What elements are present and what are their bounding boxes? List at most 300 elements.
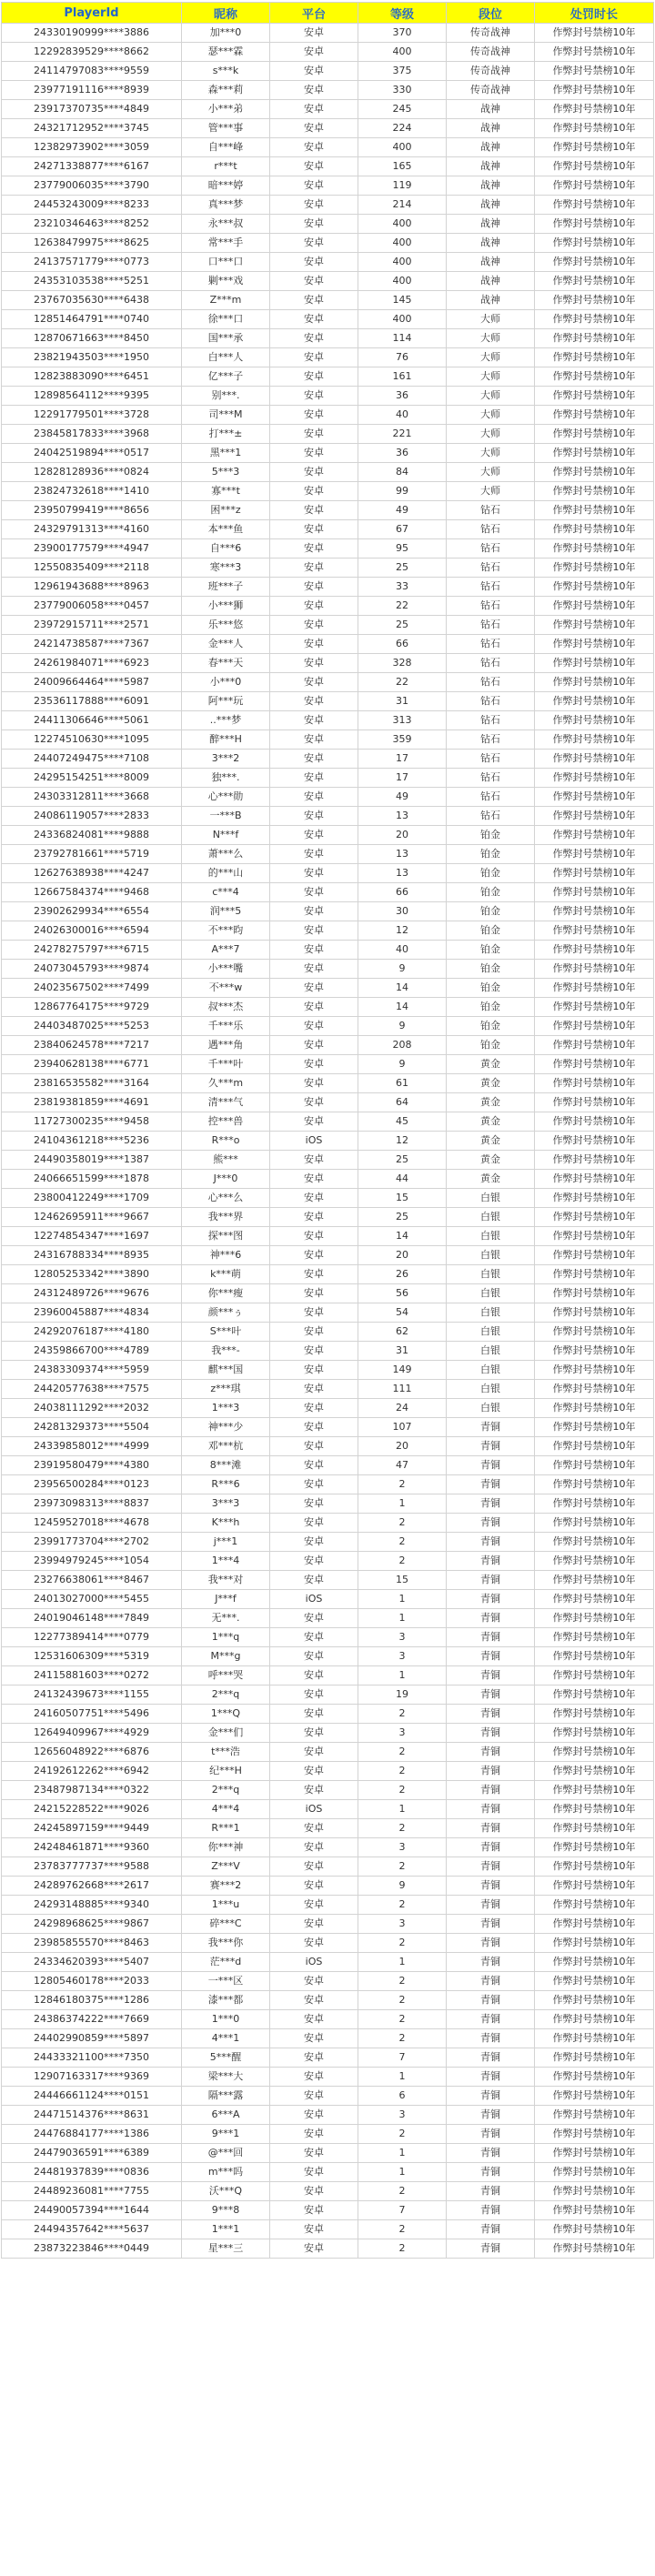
platform-cell: 安卓 <box>270 1399 358 1418</box>
penalty-cell: 作弊封号禁榜10年 <box>535 1132 654 1151</box>
platform-cell: 安卓 <box>270 1896 358 1915</box>
level-cell: 13 <box>358 864 447 883</box>
table-row <box>2 406 654 425</box>
rank-cell: 白银 <box>447 1227 535 1246</box>
level-cell: 2 <box>358 2010 447 2029</box>
rank-cell: 黄金 <box>447 1055 535 1074</box>
table-row <box>2 1074 654 1093</box>
nickname-cell: 我***你 <box>182 1934 270 1953</box>
player-id-cell: 24038111292****2032 <box>2 1399 182 1418</box>
level-cell: 47 <box>358 1456 447 1475</box>
platform-cell: 安卓 <box>270 1819 358 1838</box>
level-cell: 328 <box>358 654 447 673</box>
rank-cell: 青铜 <box>447 1552 535 1571</box>
level-cell: 49 <box>358 501 447 520</box>
nickname-cell: 8***滩 <box>182 1456 270 1475</box>
rank-cell: 黄金 <box>447 1074 535 1093</box>
penalty-cell: 作弊封号禁榜10年 <box>535 979 654 998</box>
rank-cell: 战神 <box>447 234 535 253</box>
nickname-cell: j***1 <box>182 1533 270 1552</box>
nickname-cell: J***f <box>182 1590 270 1609</box>
table-row <box>2 558 654 578</box>
level-cell: 95 <box>358 539 447 558</box>
level-cell: 2 <box>358 1819 447 1838</box>
penalty-cell: 作弊封号禁榜10年 <box>535 864 654 883</box>
penalty-cell: 作弊封号禁榜10年 <box>535 1685 654 1705</box>
table-row <box>2 902 654 921</box>
penalty-cell: 作弊封号禁榜10年 <box>535 921 654 941</box>
header-rank: 段位 <box>447 3 535 24</box>
platform-cell: 安卓 <box>270 1380 358 1399</box>
penalty-cell: 作弊封号禁榜10年 <box>535 2106 654 2125</box>
penalty-cell: 作弊封号禁榜10年 <box>535 1934 654 1953</box>
platform-cell: 安卓 <box>270 1189 358 1208</box>
table-row <box>2 119 654 138</box>
nickname-cell: 漆***都 <box>182 1991 270 2010</box>
player-id-cell: 24137571779****0773 <box>2 253 182 272</box>
penalty-cell: 作弊封号禁榜10年 <box>535 406 654 425</box>
rank-cell: 青铜 <box>447 1781 535 1800</box>
nickname-cell: 茫***d <box>182 1953 270 1972</box>
player-id-cell: 24104361218****5236 <box>2 1132 182 1151</box>
platform-cell: 安卓 <box>270 807 358 826</box>
penalty-cell: 作弊封号禁榜10年 <box>535 1399 654 1418</box>
penalty-cell: 作弊封号禁榜10年 <box>535 902 654 921</box>
platform-cell: 安卓 <box>270 1475 358 1494</box>
table-row <box>2 1227 654 1246</box>
platform-cell: 安卓 <box>270 578 358 597</box>
rank-cell: 黄金 <box>447 1132 535 1151</box>
platform-cell: 安卓 <box>270 883 358 902</box>
table-row <box>2 2163 654 2182</box>
player-id-cell: 12870671663****8450 <box>2 329 182 348</box>
penalty-cell: 作弊封号禁榜10年 <box>535 2201 654 2220</box>
rank-cell: 白银 <box>447 1399 535 1418</box>
penalty-cell: 作弊封号禁榜10年 <box>535 1112 654 1132</box>
table-row <box>2 1494 654 1514</box>
rank-cell: 青铜 <box>447 1972 535 1991</box>
level-cell: 3 <box>358 1724 447 1743</box>
player-id-cell: 24334620393****5407 <box>2 1953 182 1972</box>
rank-cell: 青铜 <box>447 1514 535 1533</box>
level-cell: 22 <box>358 673 447 692</box>
player-id-cell: 24321712952****3745 <box>2 119 182 138</box>
level-cell: 2 <box>358 2239 447 2259</box>
level-cell: 6 <box>358 2087 447 2106</box>
platform-cell: 安卓 <box>270 2048 358 2068</box>
table-row <box>2 444 654 463</box>
player-id-cell: 23900177579****4947 <box>2 539 182 558</box>
nickname-cell: 邓***杭 <box>182 1437 270 1456</box>
player-id-cell: 23536117888****6091 <box>2 692 182 711</box>
penalty-cell: 作弊封号禁榜10年 <box>535 1724 654 1743</box>
platform-cell: 安卓 <box>270 81 358 100</box>
platform-cell: 安卓 <box>270 1685 358 1705</box>
platform-cell: 安卓 <box>270 1055 358 1074</box>
level-cell: 145 <box>358 291 447 310</box>
player-id-cell: 12274854347****1697 <box>2 1227 182 1246</box>
rank-cell: 大师 <box>447 425 535 444</box>
player-id-cell: 12292839529****8662 <box>2 43 182 62</box>
penalty-cell: 作弊封号禁榜10年 <box>535 1877 654 1896</box>
penalty-cell: 作弊封号禁榜10年 <box>535 138 654 157</box>
player-id-cell: 24490057394****1644 <box>2 2201 182 2220</box>
player-id-cell: 23792781661****5719 <box>2 845 182 864</box>
rank-cell: 大师 <box>447 367 535 387</box>
nickname-cell: A***7 <box>182 941 270 960</box>
level-cell: 161 <box>358 367 447 387</box>
player-id-cell: 12846180375****1286 <box>2 1991 182 2010</box>
nickname-cell: 梁***大 <box>182 2068 270 2087</box>
platform-cell: 安卓 <box>270 444 358 463</box>
penalty-cell: 作弊封号禁榜10年 <box>535 310 654 329</box>
rank-cell: 大师 <box>447 463 535 482</box>
penalty-cell: 作弊封号禁榜10年 <box>535 482 654 501</box>
player-id-cell: 24453243009****8233 <box>2 196 182 215</box>
level-cell: 7 <box>358 2048 447 2068</box>
player-id-cell: 11727300235****9458 <box>2 1112 182 1132</box>
player-id-cell: 24271338877****6167 <box>2 157 182 176</box>
platform-cell: 安卓 <box>270 1093 358 1112</box>
platform-cell: 安卓 <box>270 1074 358 1093</box>
penalty-cell: 作弊封号禁榜10年 <box>535 1494 654 1514</box>
nickname-cell: 纪***H <box>182 1762 270 1781</box>
penalty-cell: 作弊封号禁榜10年 <box>535 2010 654 2029</box>
penalty-cell: 作弊封号禁榜10年 <box>535 1361 654 1380</box>
table-row <box>2 1953 654 1972</box>
rank-cell: 青铜 <box>447 1666 535 1685</box>
platform-cell: 安卓 <box>270 1838 358 1857</box>
nickname-cell: M***g <box>182 1647 270 1666</box>
rank-cell: 钻石 <box>447 711 535 730</box>
level-cell: 9 <box>358 960 447 979</box>
rank-cell: 青铜 <box>447 2106 535 2125</box>
table-row <box>2 348 654 367</box>
rank-cell: 铂金 <box>447 845 535 864</box>
rank-cell: 钻石 <box>447 578 535 597</box>
level-cell: 19 <box>358 1685 447 1705</box>
rank-cell: 战神 <box>447 100 535 119</box>
nickname-cell: K***h <box>182 1514 270 1533</box>
penalty-cell: 作弊封号禁榜10年 <box>535 1189 654 1208</box>
level-cell: 31 <box>358 692 447 711</box>
platform-cell: 安卓 <box>270 196 358 215</box>
player-id-cell: 24446661124****0151 <box>2 2087 182 2106</box>
rank-cell: 钻石 <box>447 788 535 807</box>
nickname-cell: 隔***露 <box>182 2087 270 2106</box>
player-id-cell: 23873223846****0449 <box>2 2239 182 2259</box>
level-cell: 1 <box>358 2068 447 2087</box>
table-row <box>2 2048 654 2068</box>
table-row <box>2 100 654 119</box>
platform-cell: 安卓 <box>270 558 358 578</box>
nickname-cell: 心***勋 <box>182 788 270 807</box>
penalty-cell: 作弊封号禁榜10年 <box>535 1953 654 1972</box>
platform-cell: 安卓 <box>270 234 358 253</box>
ban-list-table <box>1 2 654 2259</box>
player-id-cell: 12550835409****2118 <box>2 558 182 578</box>
player-id-cell: 12274510630****1095 <box>2 730 182 750</box>
nickname-cell: 星***三 <box>182 2239 270 2259</box>
nickname-cell: 3***3 <box>182 1494 270 1514</box>
player-id-cell: 23972915711****2571 <box>2 616 182 635</box>
table-row <box>2 635 654 654</box>
player-id-cell: 24009664464****5987 <box>2 673 182 692</box>
level-cell: 45 <box>358 1112 447 1132</box>
platform-cell: 安卓 <box>270 2239 358 2259</box>
rank-cell: 钻石 <box>447 673 535 692</box>
rank-cell: 黄金 <box>447 1151 535 1170</box>
table-row <box>2 1705 654 1724</box>
penalty-cell: 作弊封号禁榜10年 <box>535 1762 654 1781</box>
platform-cell: 安卓 <box>270 2144 358 2163</box>
player-id-cell: 12277389414****0779 <box>2 1628 182 1647</box>
player-id-cell: 24013027000****5455 <box>2 1590 182 1609</box>
level-cell: 400 <box>358 215 447 234</box>
table-row <box>2 1036 654 1055</box>
penalty-cell: 作弊封号禁榜10年 <box>535 425 654 444</box>
table-row <box>2 1418 654 1437</box>
player-id-cell: 12531606309****5319 <box>2 1647 182 1666</box>
nickname-cell: 探***图 <box>182 1227 270 1246</box>
table-row <box>2 2029 654 2048</box>
table-row <box>2 253 654 272</box>
player-id-cell: 24115881603****0272 <box>2 1666 182 1685</box>
table-row <box>2 960 654 979</box>
player-id-cell: 24042519894****0517 <box>2 444 182 463</box>
level-cell: 12 <box>358 1132 447 1151</box>
platform-cell: 安卓 <box>270 2220 358 2239</box>
table-body <box>2 24 654 2259</box>
level-cell: 2 <box>358 1857 447 1877</box>
nickname-cell: 亿***子 <box>182 367 270 387</box>
level-cell: 1 <box>358 1590 447 1609</box>
table-row <box>2 2125 654 2144</box>
penalty-cell: 作弊封号禁榜10年 <box>535 1475 654 1494</box>
penalty-cell: 作弊封号禁榜10年 <box>535 711 654 730</box>
player-id-cell: 12667584374****9468 <box>2 883 182 902</box>
table-row <box>2 2220 654 2239</box>
rank-cell: 青铜 <box>447 1838 535 1857</box>
table-row <box>2 788 654 807</box>
table-row <box>2 1647 654 1666</box>
penalty-cell: 作弊封号禁榜10年 <box>535 1571 654 1590</box>
player-id-cell: 24471514376****8631 <box>2 2106 182 2125</box>
platform-cell: 安卓 <box>270 176 358 196</box>
player-id-cell: 23960045887****4834 <box>2 1303 182 1323</box>
table-row <box>2 2068 654 2087</box>
penalty-cell: 作弊封号禁榜10年 <box>535 1819 654 1838</box>
level-cell: 99 <box>358 482 447 501</box>
table-row <box>2 1342 654 1361</box>
nickname-cell: 国***承 <box>182 329 270 348</box>
player-id-cell: 24359866700****4789 <box>2 1342 182 1361</box>
platform-cell: 安卓 <box>270 1724 358 1743</box>
header-nickname: 昵称 <box>182 3 270 24</box>
player-id-cell: 24411306646****5061 <box>2 711 182 730</box>
nickname-cell: 独***. <box>182 769 270 788</box>
level-cell: 400 <box>358 138 447 157</box>
nickname-cell: R***1 <box>182 1819 270 1838</box>
platform-cell: 安卓 <box>270 1877 358 1896</box>
level-cell: 2 <box>358 1781 447 1800</box>
player-id-cell: 12867764175****9729 <box>2 998 182 1017</box>
penalty-cell: 作弊封号禁榜10年 <box>535 196 654 215</box>
table-row <box>2 979 654 998</box>
player-id-cell: 24278275797****6715 <box>2 941 182 960</box>
level-cell: 25 <box>358 558 447 578</box>
nickname-cell: 司***M <box>182 406 270 425</box>
level-cell: 2 <box>358 1972 447 1991</box>
platform-cell: iOS <box>270 1800 358 1819</box>
nickname-cell: 醉***H <box>182 730 270 750</box>
rank-cell: 青铜 <box>447 1800 535 1819</box>
platform-cell: 安卓 <box>270 272 358 291</box>
table-row <box>2 1055 654 1074</box>
level-cell: 221 <box>358 425 447 444</box>
nickname-cell: J***0 <box>182 1170 270 1189</box>
level-cell: 7 <box>358 2201 447 2220</box>
penalty-cell: 作弊封号禁榜10年 <box>535 176 654 196</box>
nickname-cell: r***t <box>182 157 270 176</box>
rank-cell: 铂金 <box>447 998 535 1017</box>
nickname-cell: 不***w <box>182 979 270 998</box>
level-cell: 245 <box>358 100 447 119</box>
platform-cell: 安卓 <box>270 864 358 883</box>
rank-cell: 青铜 <box>447 1991 535 2010</box>
rank-cell: 青铜 <box>447 1456 535 1475</box>
level-cell: 14 <box>358 998 447 1017</box>
player-id-cell: 24160507751****5496 <box>2 1705 182 1724</box>
rank-cell: 青铜 <box>447 2048 535 2068</box>
player-id-cell: 24215228522****9026 <box>2 1800 182 1819</box>
rank-cell: 战神 <box>447 138 535 157</box>
platform-cell: 安卓 <box>270 520 358 539</box>
platform-cell: 安卓 <box>270 769 358 788</box>
rank-cell: 白银 <box>447 1189 535 1208</box>
player-id-cell: 23994979245****1054 <box>2 1552 182 1571</box>
player-id-cell: 24353103538****5251 <box>2 272 182 291</box>
table-row <box>2 2144 654 2163</box>
nickname-cell: 麒***国 <box>182 1361 270 1380</box>
platform-cell: 安卓 <box>270 367 358 387</box>
penalty-cell: 作弊封号禁榜10年 <box>535 769 654 788</box>
penalty-cell: 作弊封号禁榜10年 <box>535 998 654 1017</box>
table-row <box>2 597 654 616</box>
penalty-cell: 作弊封号禁榜10年 <box>535 883 654 902</box>
level-cell: 1 <box>358 2144 447 2163</box>
table-row <box>2 654 654 673</box>
rank-cell: 战神 <box>447 272 535 291</box>
level-cell: 15 <box>358 1189 447 1208</box>
player-id-cell: 24248461871****9360 <box>2 1838 182 1857</box>
nickname-cell: 我***对 <box>182 1571 270 1590</box>
player-id-cell: 23845817833****3968 <box>2 425 182 444</box>
nickname-cell: 小***0 <box>182 673 270 692</box>
rank-cell: 白银 <box>447 1323 535 1342</box>
nickname-cell: 困***z <box>182 501 270 520</box>
player-id-cell: 23917370735****4849 <box>2 100 182 119</box>
nickname-cell: 碎***C <box>182 1915 270 1934</box>
nickname-cell: S***叶 <box>182 1323 270 1342</box>
table-row <box>2 1437 654 1456</box>
table-row <box>2 883 654 902</box>
penalty-cell: 作弊封号禁榜10年 <box>535 2068 654 2087</box>
platform-cell: 安卓 <box>270 998 358 1017</box>
rank-cell: 钻石 <box>447 750 535 769</box>
platform-cell: 安卓 <box>270 2106 358 2125</box>
nickname-cell: 我***- <box>182 1342 270 1361</box>
nickname-cell: 打***± <box>182 425 270 444</box>
penalty-cell: 作弊封号禁榜10年 <box>535 616 654 635</box>
table-row <box>2 1399 654 1418</box>
table-row <box>2 711 654 730</box>
level-cell: 44 <box>358 1170 447 1189</box>
table-row <box>2 196 654 215</box>
nickname-cell: 1***4 <box>182 1552 270 1571</box>
level-cell: 370 <box>358 24 447 43</box>
table-row <box>2 730 654 750</box>
table-row <box>2 941 654 960</box>
table-row <box>2 501 654 520</box>
rank-cell: 钻石 <box>447 730 535 750</box>
platform-cell: 安卓 <box>270 902 358 921</box>
platform-cell: 安卓 <box>270 1151 358 1170</box>
platform-cell: 安卓 <box>270 1934 358 1953</box>
table-row <box>2 1017 654 1036</box>
table-row <box>2 1514 654 1533</box>
rank-cell: 钻石 <box>447 769 535 788</box>
nickname-cell: 你***瘦 <box>182 1284 270 1303</box>
platform-cell: 安卓 <box>270 960 358 979</box>
player-id-cell: 23779006058****0457 <box>2 597 182 616</box>
player-id-cell: 23767035630****6438 <box>2 291 182 310</box>
platform-cell: 安卓 <box>270 750 358 769</box>
rank-cell: 青铜 <box>447 1590 535 1609</box>
table-row <box>2 769 654 788</box>
player-id-cell: 23210346463****8252 <box>2 215 182 234</box>
penalty-cell: 作弊封号禁榜10年 <box>535 1074 654 1093</box>
platform-cell: 安卓 <box>270 2182 358 2201</box>
platform-cell: 安卓 <box>270 1227 358 1246</box>
level-cell: 49 <box>358 788 447 807</box>
nickname-cell: 我***界 <box>182 1208 270 1227</box>
nickname-cell: 9***1 <box>182 2125 270 2144</box>
rank-cell: 钻石 <box>447 654 535 673</box>
platform-cell: 安卓 <box>270 1112 358 1132</box>
level-cell: 56 <box>358 1284 447 1303</box>
rank-cell: 青铜 <box>447 1724 535 1743</box>
level-cell: 400 <box>358 234 447 253</box>
table-row <box>2 215 654 234</box>
nickname-cell: 不***昀 <box>182 921 270 941</box>
platform-cell: iOS <box>270 1953 358 1972</box>
rank-cell: 青铜 <box>447 1743 535 1762</box>
penalty-cell: 作弊封号禁榜10年 <box>535 1705 654 1724</box>
level-cell: 400 <box>358 43 447 62</box>
rank-cell: 白银 <box>447 1208 535 1227</box>
level-cell: 2 <box>358 1991 447 2010</box>
level-cell: 31 <box>358 1342 447 1361</box>
penalty-cell: 作弊封号禁榜10年 <box>535 673 654 692</box>
nickname-cell: 4***4 <box>182 1800 270 1819</box>
player-id-cell: 24303312811****3668 <box>2 788 182 807</box>
level-cell: 30 <box>358 902 447 921</box>
player-id-cell: 24066651599****1878 <box>2 1170 182 1189</box>
penalty-cell: 作弊封号禁榜10年 <box>535 1017 654 1036</box>
rank-cell: 黄金 <box>447 1093 535 1112</box>
penalty-cell: 作弊封号禁榜10年 <box>535 1380 654 1399</box>
